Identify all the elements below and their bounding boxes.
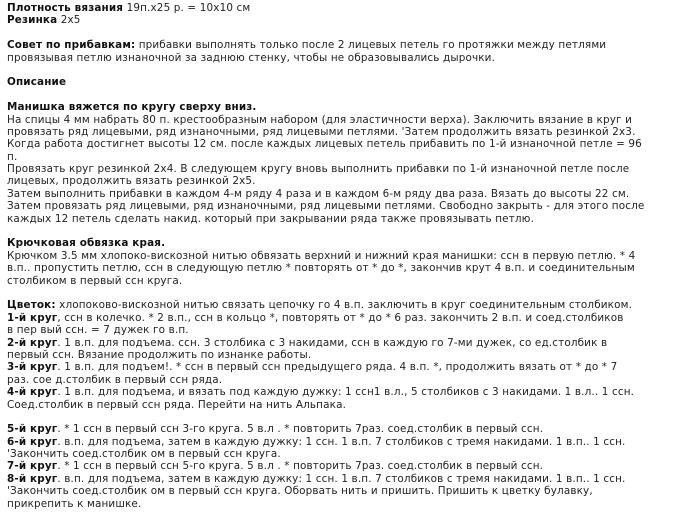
round-1-label: 1-й круг [7,311,58,324]
rib-label: Резинка [7,14,58,27]
section2-title [7,237,668,249]
advice-line-1 [7,39,668,51]
flower-label: Цветок: [7,299,56,312]
round-2-text: . 1 в.п. для подъема. ссн. 3 столбика с 3 накидами, ссн в каждую го 7-ми дужек, со ед.столбик в [57,336,608,349]
section1-line: провязать ряд лицевыми, ряд изнаночными, ряд лицевыми петлями. 'Затем продолжить вязать резинкой 2х3. [7,125,636,138]
section1-line: Затем выполнить прибавки в каждом 4-м ряду 4 раза и в каждом 6-м ряду два раза. Вязать до высоты 22 см. [7,187,630,200]
round-3-cont: раз. сое д.столбик в первый ссн ряда. [7,373,223,386]
section1-line: п. [7,150,18,163]
density-line [7,2,668,14]
spacer [7,89,668,101]
section1-title-text: Манишка вяжется по кругу сверху вниз. [7,101,257,114]
spacer [7,225,668,237]
section1-line: каждых 12 петель сделать накид. который при закрывании ряда также провязывать петлю. [7,212,535,225]
section1-line: лицевых, продолжить вязать резинкой 2х5. [7,175,256,188]
round-4-cont: Соед.столбик в первый ссн ряда. Перейти на нить Альпака. [7,398,347,411]
rib-line [7,14,668,26]
flower-text: хлопоково-вискозной нитью связать цепочку го 4 в.п. заключить в круг соединительным столбиком. [55,299,633,312]
round-8-text: . в.п. для подъема, затем в каждую дужку: 1 ссн. 1 в.п. 7 столбиков с тремя накидами. 1 в.п.. 1 ссн. [57,472,626,485]
spacer [7,27,668,39]
description-title-text: Описание [7,76,67,89]
rib-value: 2х5 [57,14,81,27]
section1-line: Провязать круг резинкой 2х4. В следующем кругу вновь выполнить прибавки по 1-й изнаночной петле после [7,163,630,176]
round-2-cont: первый ссн. Вязание продолжить по изнанке работы. [7,348,312,361]
section2-line: в.п.. пропустить петлю, ссн в следующую петлю * повторять от * до *, закончив крут 4 в.п. и соединительным [7,262,635,275]
round-4-label: 4-й круг [7,386,58,399]
section1-title [7,101,668,113]
round-7-label: 7-й круг [7,460,58,473]
section1-line: На спицы 4 мм набрать 80 п. крестообразным набором (для эластичности верха). Заключить вязание в круг и [7,113,632,126]
density-label: Плотность вязания [7,2,124,14]
round-6-label: 6-й круг [7,435,58,448]
section1-line: Когда работа достигнет высоты 12 см. после каждых лицевых петель прибавить по 1-й изнаночной петле = 96 [7,138,642,151]
round-2-label: 2-й круг [7,336,58,349]
spacer [7,287,668,299]
round-8-label: 8-й круг [7,472,58,485]
round-1-cont: в пер вый ссн. = 7 дужек го в.п. [7,324,189,337]
section2-line: столбиком в первый ссн круга. [7,274,183,287]
description-title [7,76,668,88]
section2-line: Крючком 3.5 мм хлопоко-вискозной нитью обвязать верхний и нижний края манишки: ссн в первую петлю. * 4 [7,249,636,262]
round-5-text: . * 1 ссн в первый ссн 3-го круга. 5 в.л . * повторить 7раз. соед.столбик в первый ссн. [57,423,544,436]
round-3-label: 3-й круг [7,361,58,374]
advice-label: Совет по прибавкам: [7,39,136,52]
spacer [7,411,668,423]
advice-text-1: прибавки выполнять только после 2 лицевых петель го протяжки между петлями [135,39,607,52]
density-value: 19п.х25 р. = 10х10 см [123,2,251,14]
round-7-text: . * 1 ссн в первый ссн 5-го круга. 5 в.л . * повторить 7раз. соед.столбик в первый ссн. [57,460,544,473]
round-6-cont: 'Закончить соед.столбик ом в первый ссн круга. [7,448,281,461]
round-2-line [7,337,668,349]
round-4-text: . 1 в.п. для подъема, и вязать под каждую дужку: 1 ссн1 в.л., 5 столбиков с 3 накидами. 1 в.л.. 1 ссн. [57,386,635,399]
round-7-line [7,460,668,472]
round-8-cont: 'Закончить соед.столбик ом в первый ссн круга. Оборвать нить и пришить. Пришить к цветку булавку, [7,485,593,498]
section1-line: Затем провязать ряд лицевыми, ряд изнаночными, ряд лицевыми петлями. Свободно закрыть - для этого после [7,200,645,213]
round-1-text: , ссн в колечко. * 2 в.п., ссн в кольцо *, повторять от * до * 6 раз. закончить 2 в.п. и соед.столбиков [57,311,624,324]
round-8-cont-2: прикрепить к манишке. [7,497,142,510]
round-3-line [7,361,668,373]
round-4-line [7,386,668,398]
round-3-text: . 1 в.п. для подъем!. * ссн в первый ссн предыдущего ряда. 4 в.п. *, продолжить вязать от * до * 7 [57,361,618,374]
section2-title-text: Крючковая обвязка края. [7,237,166,250]
advice-line-2: провязывая петлю изнаночной за заднюю стенку, чтобы не образовывались дырочки. [7,51,496,64]
round-8-line [7,473,668,485]
round-1-line [7,312,668,324]
flower-line [7,299,668,311]
round-5-label: 5-й круг [7,423,58,436]
round-6-line [7,436,668,448]
round-6-text: . в.п. для подъема, затем в каждую дужку: 1 ссн. 1 в.п. 7 столбиков с тремя накидами. 1 в.п.. 1 ссн. [57,435,626,448]
round-5-line [7,423,668,435]
spacer [7,64,668,76]
